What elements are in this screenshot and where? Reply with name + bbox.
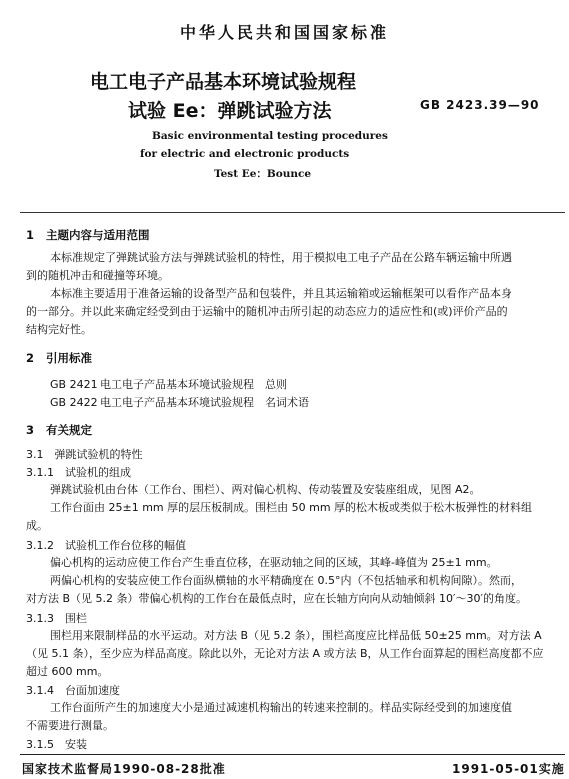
paragraph-1-line2: 到的随机冲击和碰撞等环境。 xyxy=(26,269,169,282)
section-1-number: 1 xyxy=(26,228,35,242)
reference-item xyxy=(50,394,309,410)
subsection-3-1-1: 3.1.1 试验机的组成 xyxy=(26,466,131,479)
reference-name: 电工电子产品基本环境试验规程 总则 xyxy=(100,378,287,391)
reference-code: GB 2421 xyxy=(50,378,98,391)
standard-number: GB 2423.39—90 xyxy=(420,98,540,112)
text-3-1-3-line2: （见 5.1 条），至少应为样品高度。除此以外，无论对方法 A 或方法 B，从工作台面算起的围栏高度都不应 xyxy=(26,647,544,660)
text-3-1-2-line2: 两偏心机构的安装应使工作台面纵横轴的水平精确度在 0.5°内（不包括轴承和机构间隙）。然而， xyxy=(50,574,522,587)
subsection-3-1: 3.1 弹跳试验机的特性 xyxy=(26,448,143,461)
paragraph-2-line1: 本标准主要适用于准备运输的设备型产品和包装件，并且其运输箱或运输框架可以看作产品本身 xyxy=(50,287,512,300)
paragraph-1-line1: 本标准规定了弹跳试验方法与弹跳试验机的特性，用于模拟电工电子产品在公路车辆运输中所遇 xyxy=(50,251,512,264)
national-standard-header: 中华人民共和国国家标准 xyxy=(179,23,389,42)
text-3-1-4-line2: 不需要进行测量。 xyxy=(26,719,114,732)
text-3-1-1-line3: 成。 xyxy=(26,519,48,532)
section-2-heading xyxy=(26,350,92,366)
section-1-title: 主题内容与适用范围 xyxy=(46,228,150,242)
text-3-1-2-line1: 偏心机构的运动应使工作台产生垂直位移，在驱动轴之间的区域，其峰-峰值为 25±1 mm。 xyxy=(50,556,498,569)
text-3-1-2-line3: 对方法 B（见 5.2 条）带偏心机构的工作台在最低点时，应在长轴方向向从动轴倾斜 10′～30′的角度。 xyxy=(26,592,528,605)
implementation-date: 1991-05-01实施 xyxy=(452,762,565,776)
subsection-3-1-5: 3.1.5 安装 xyxy=(26,738,87,751)
paragraph-2-line3: 结构完好性。 xyxy=(26,323,92,336)
header-divider xyxy=(20,212,565,213)
section-2-number: 2 xyxy=(26,351,35,365)
subsection-3-1-2: 3.1.2 试验机工作台位移的幅值 xyxy=(26,539,186,552)
document-title-line1: 电工电子产品基本环境试验规程 xyxy=(90,71,357,93)
reference-code: GB 2422 xyxy=(50,396,98,409)
section-3-heading xyxy=(26,422,92,438)
section-2-title: 引用标准 xyxy=(46,351,92,365)
footer-divider xyxy=(20,754,565,755)
text-3-1-4-line1: 工作台面所产生的加速度大小是通过减速机构输出的转速来控制的。样品实际经受到的加速度值 xyxy=(50,701,512,714)
text-3-1-1-line2: 工作台面由 25±1 mm 厚的层压板制成。围栏由 50 mm 厚的松木板或类似于松木板弹性的材料组 xyxy=(50,501,533,514)
reference-name: 电工电子产品基本环境试验规程 名词术语 xyxy=(100,396,309,409)
text-3-1-3-line1: 围栏用来限制样品的水平运动。对方法 B（见 5.2 条），围栏高度应比样品低 50±25 mm。对方法 A xyxy=(50,629,542,642)
text-3-1-1-line1: 弹跳试验机由台体（工作台、围栏）、两对偏心机构、传动装置及安装座组成，见图 A2。 xyxy=(50,483,481,496)
english-title-line2: for electric and electronic products xyxy=(140,148,350,160)
english-title-line3: Test Ee：Bounce xyxy=(214,168,312,180)
section-3-number: 3 xyxy=(26,423,35,437)
paragraph-2-line2: 的一部分。并以此来确定经受到由于运输中的随机冲击所引起的动态应力的适应性和(或)评价产品的 xyxy=(26,305,508,318)
approval-date: 国家技术监督局1990-08-28批准 xyxy=(22,762,226,776)
document-title-line2: 试验 Ee：弹跳试验方法 xyxy=(128,100,332,122)
subsection-3-1-3: 3.1.3 围栏 xyxy=(26,612,87,625)
section-3-title: 有关规定 xyxy=(46,423,92,437)
section-1-heading xyxy=(26,227,150,243)
text-3-1-3-line3: 超过 600 mm。 xyxy=(26,665,109,678)
subsection-3-1-4: 3.1.4 台面加速度 xyxy=(26,684,120,697)
reference-item xyxy=(50,376,287,392)
english-title-line1: Basic environmental testing procedures xyxy=(152,130,388,142)
